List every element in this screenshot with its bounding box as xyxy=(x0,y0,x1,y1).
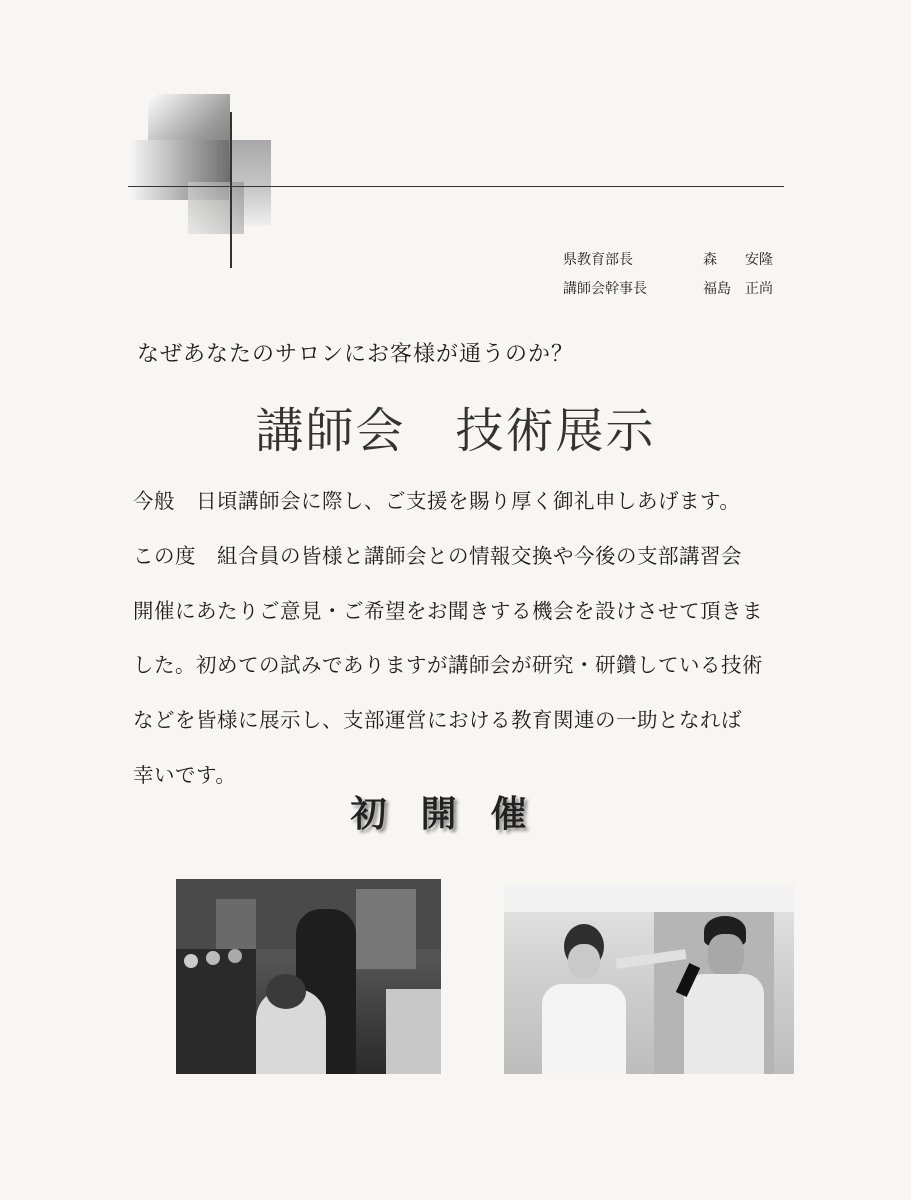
audience-photo xyxy=(176,879,441,1074)
emblem-vertical-line xyxy=(230,112,232,268)
body-line: した。初めての試みでありますが講師会が研究・研鑽している技術 xyxy=(133,653,763,678)
body-line: この度 組合員の皆様と講師会との情報交換や今後の支部講習会 xyxy=(133,543,742,568)
author-role: 県教育部長 xyxy=(563,252,633,268)
body-line: 今般 日頃講師会に際し、ご支援を賜り厚く御礼申しあげます。 xyxy=(133,489,741,513)
author-list xyxy=(563,246,773,304)
body-line: などを皆様に展示し、支部運営における教育関連の一助となれば xyxy=(133,708,742,733)
lead-question: なぜあなたのサロンにお客様が通うのか？ xyxy=(137,342,575,367)
author-row xyxy=(563,275,773,304)
page-title: 講師会 技術展示 xyxy=(255,403,656,459)
demonstration-photo xyxy=(504,884,794,1074)
body-text xyxy=(133,474,793,803)
author-name: 森 安隆 xyxy=(703,252,773,268)
body-line: 開催にあたりご意見・ご希望をお聞きする機会を設けさせて頂きま xyxy=(133,598,763,623)
author-name: 福島 正尚 xyxy=(703,281,773,297)
header-rule xyxy=(128,186,784,187)
emblem-square xyxy=(188,182,244,234)
author-role: 講師会幹事長 xyxy=(563,281,647,297)
first-event-heading: 初開催 xyxy=(350,793,561,835)
author-row xyxy=(563,246,773,275)
body-line: 幸いです。 xyxy=(133,762,237,787)
